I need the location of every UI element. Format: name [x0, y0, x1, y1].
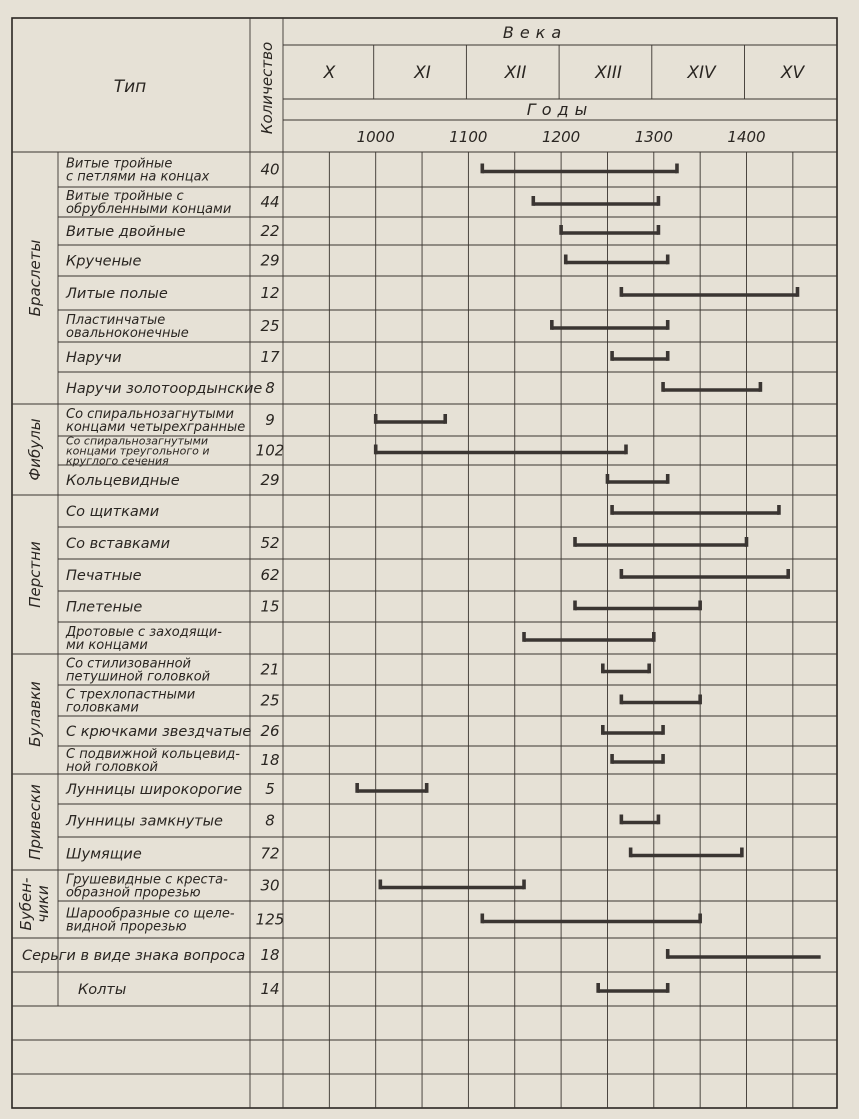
row-label: Со вставками [66, 536, 171, 553]
group-label: Фибулы [26, 418, 44, 481]
row-label: Дротовые с заходящи-ми концами [66, 625, 222, 654]
row-count: 29 [260, 251, 280, 270]
date-range-bar [621, 569, 788, 579]
row-label: Плетеные [66, 599, 143, 616]
row-count: 102 [255, 441, 285, 460]
century-label: XIV [687, 63, 716, 83]
date-range-bar [621, 287, 797, 297]
group-labels [17, 240, 52, 931]
row-count: 26 [260, 722, 280, 740]
row-count: 25 [260, 317, 280, 335]
year-tick-label: 1300 [634, 128, 673, 146]
century-label: XII [504, 63, 527, 83]
century-label: X [323, 63, 336, 83]
date-range-bar [357, 783, 427, 793]
group-label: Браслеты [26, 239, 44, 317]
row-label: С крючками звездчатые [66, 724, 252, 741]
year-tick-label: 1100 [449, 128, 488, 146]
date-range-bars [357, 164, 820, 993]
row-count: 22 [260, 222, 280, 240]
row-label: Лунницы широкорогие [66, 782, 243, 799]
row-label: Пластинчатые овальноконечные [66, 313, 189, 342]
row-count: 40 [260, 160, 280, 179]
group-label: Перстни [26, 541, 44, 608]
row-count: 8 [265, 379, 275, 397]
row-label: Лунницы замкнутые [66, 813, 223, 830]
date-range-bar [663, 382, 760, 392]
row-label: Колты [78, 982, 127, 999]
group-label: Привески [26, 784, 44, 860]
century-label: XV [780, 63, 805, 83]
date-range-bar [566, 255, 668, 265]
row-labels [22, 157, 284, 999]
century-label: XIII [595, 63, 622, 83]
date-range-bar [603, 664, 649, 674]
row-label: Наручи [66, 350, 122, 367]
row-count: 72 [260, 844, 280, 863]
row-label: С подвижной кольцевид-ной головкой [66, 747, 240, 776]
row-count: 29 [260, 471, 280, 489]
date-range-bar [607, 474, 667, 484]
year-tick-label: 1400 [727, 128, 766, 146]
row-label: Серьги в виде знака вопроса [22, 948, 246, 965]
date-range-bar [575, 537, 746, 547]
row-label: Крученые [66, 253, 142, 270]
date-range-bar [482, 164, 677, 174]
date-range-bar [376, 414, 446, 424]
row-count: 30 [260, 876, 280, 895]
date-range-bar [612, 505, 779, 515]
row-count: 17 [260, 348, 280, 366]
row-label: Со щитками [66, 504, 160, 521]
row-count: 52 [260, 534, 280, 552]
row-count: 9 [265, 411, 275, 429]
row-count: 44 [260, 193, 280, 211]
row-count: 8 [265, 811, 275, 830]
group-label: Булавки [26, 681, 44, 747]
year-tick-label: 1200 [542, 128, 581, 146]
date-range-bar [612, 754, 663, 764]
date-range-bar [631, 848, 742, 858]
row-count: 62 [260, 566, 280, 584]
row-label: Со стилизованной петушиной головкой [66, 656, 211, 685]
date-range-bar [621, 815, 658, 825]
date-range-bar [380, 880, 524, 890]
row-count: 18 [260, 751, 280, 769]
row-count: 14 [260, 980, 280, 998]
row-count: 12 [260, 284, 280, 302]
row-label: Литые полые [66, 286, 168, 303]
date-range-bar [598, 983, 668, 993]
date-range-bar [552, 320, 668, 330]
header-labels [114, 23, 806, 146]
date-range-bar [524, 632, 654, 642]
row-label: Шарообразные со щеле-видной прорезью [66, 906, 235, 935]
date-range-bar [668, 949, 821, 959]
date-range-bar [376, 445, 626, 455]
row-label: Витые двойные [66, 224, 186, 241]
row-label: Витые тройные с обрубленными концами [66, 189, 232, 218]
row-label: Наручи золотоордынские [66, 381, 263, 398]
century-label: XI [414, 63, 431, 83]
row-count: 18 [260, 946, 280, 964]
centuries-header: Века [502, 23, 568, 42]
row-count: 25 [260, 691, 280, 710]
group-label: Бубен-чики [17, 877, 52, 931]
years-header: Годы [526, 100, 594, 119]
row-label: С трехлопастными головками [66, 687, 196, 716]
count-header: Количество [258, 41, 276, 135]
date-range-bar [612, 351, 668, 361]
row-count: 125 [255, 910, 285, 929]
row-label: Витые тройные с петлями на концах [66, 156, 210, 185]
date-range-bar [575, 601, 700, 611]
row-label: Со спиральнозагнутыми концами четырехгранные [66, 407, 246, 436]
row-label: Со спиральнозагнутыми концами треугольного и круглого сечения [66, 434, 210, 468]
row-count: 21 [260, 660, 280, 679]
row-label: Печатные [66, 568, 142, 585]
row-label: Шумящие [66, 846, 142, 863]
year-tick-label: 1000 [356, 128, 395, 146]
type-header: Тип [113, 77, 147, 97]
row-count: 5 [265, 780, 275, 798]
row-label: Кольцевидные [66, 473, 180, 490]
date-range-bar [621, 695, 700, 705]
date-range-bar [561, 225, 658, 235]
row-count: 15 [260, 597, 280, 616]
date-range-bar [533, 196, 658, 206]
row-label: Грушевидные с креста-образной прорезью [66, 872, 228, 901]
